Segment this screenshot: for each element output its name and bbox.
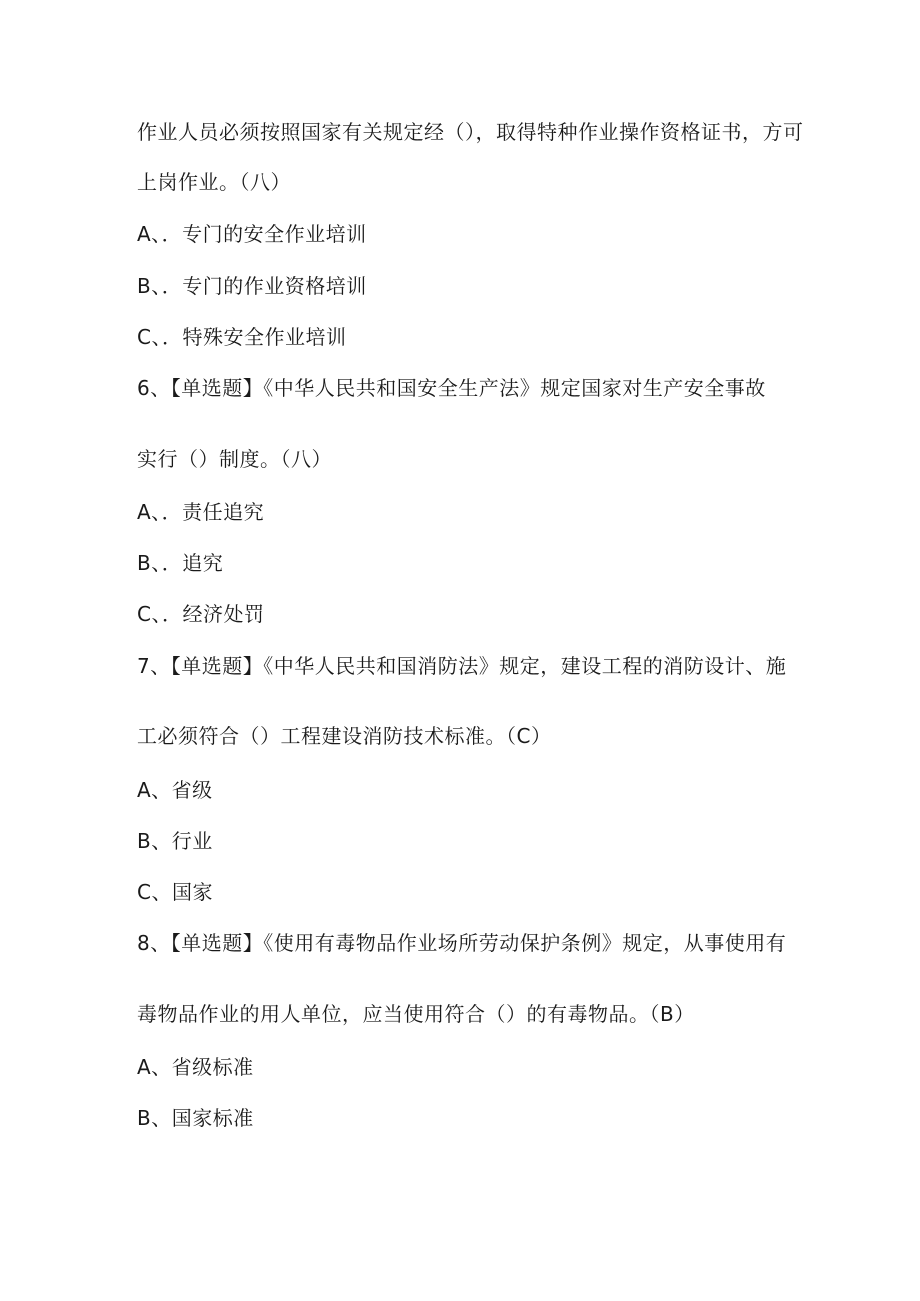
question-8-stem-line1: 8、【单选题】《使用有毒物品作业场所劳动保护条例》规定，从事使用有 bbox=[137, 931, 787, 955]
question-7-option-b: B、行业 bbox=[137, 829, 213, 853]
question-6-stem-line1: 6、【单选题】《中华人民共和国安全生产法》规定国家对生产安全事故 bbox=[137, 376, 766, 400]
question-7-stem-line1: 7、【单选题】《中华人民共和国消防法》规定，建设工程的消防设计、施 bbox=[137, 654, 787, 678]
question-5-stem-line2: 上岗作业。（八） bbox=[137, 170, 291, 194]
question-6-option-a: A、．责任追究 bbox=[137, 500, 265, 524]
question-8-option-a: A、省级标准 bbox=[137, 1055, 254, 1079]
question-8-stem-line2: 毒物品作业的用人单位，应当使用符合（）的有毒物品。（B） bbox=[137, 1002, 695, 1026]
question-8-option-b: B、国家标准 bbox=[137, 1106, 254, 1130]
question-5-option-c: C、．特殊安全作业培训 bbox=[137, 325, 347, 349]
question-6-option-b: B、．追究 bbox=[137, 551, 224, 575]
question-7-option-c: C、国家 bbox=[137, 880, 213, 904]
question-6-option-c: C、．经济处罚 bbox=[137, 602, 265, 626]
question-5-stem-line1: 作业人员必须按照国家有关规定经（），取得特种作业操作资格证书，方可 bbox=[137, 120, 804, 144]
question-5-option-b: B、．专门的作业资格培训 bbox=[137, 274, 367, 298]
question-5-option-a: A、．专门的安全作业培训 bbox=[137, 222, 367, 246]
question-7-stem-line2: 工必须符合（）工程建设消防技术标准。（C） bbox=[137, 724, 552, 748]
question-6-stem-line2: 实行（）制度。（八） bbox=[137, 447, 332, 471]
question-7-option-a: A、省级 bbox=[137, 778, 213, 802]
